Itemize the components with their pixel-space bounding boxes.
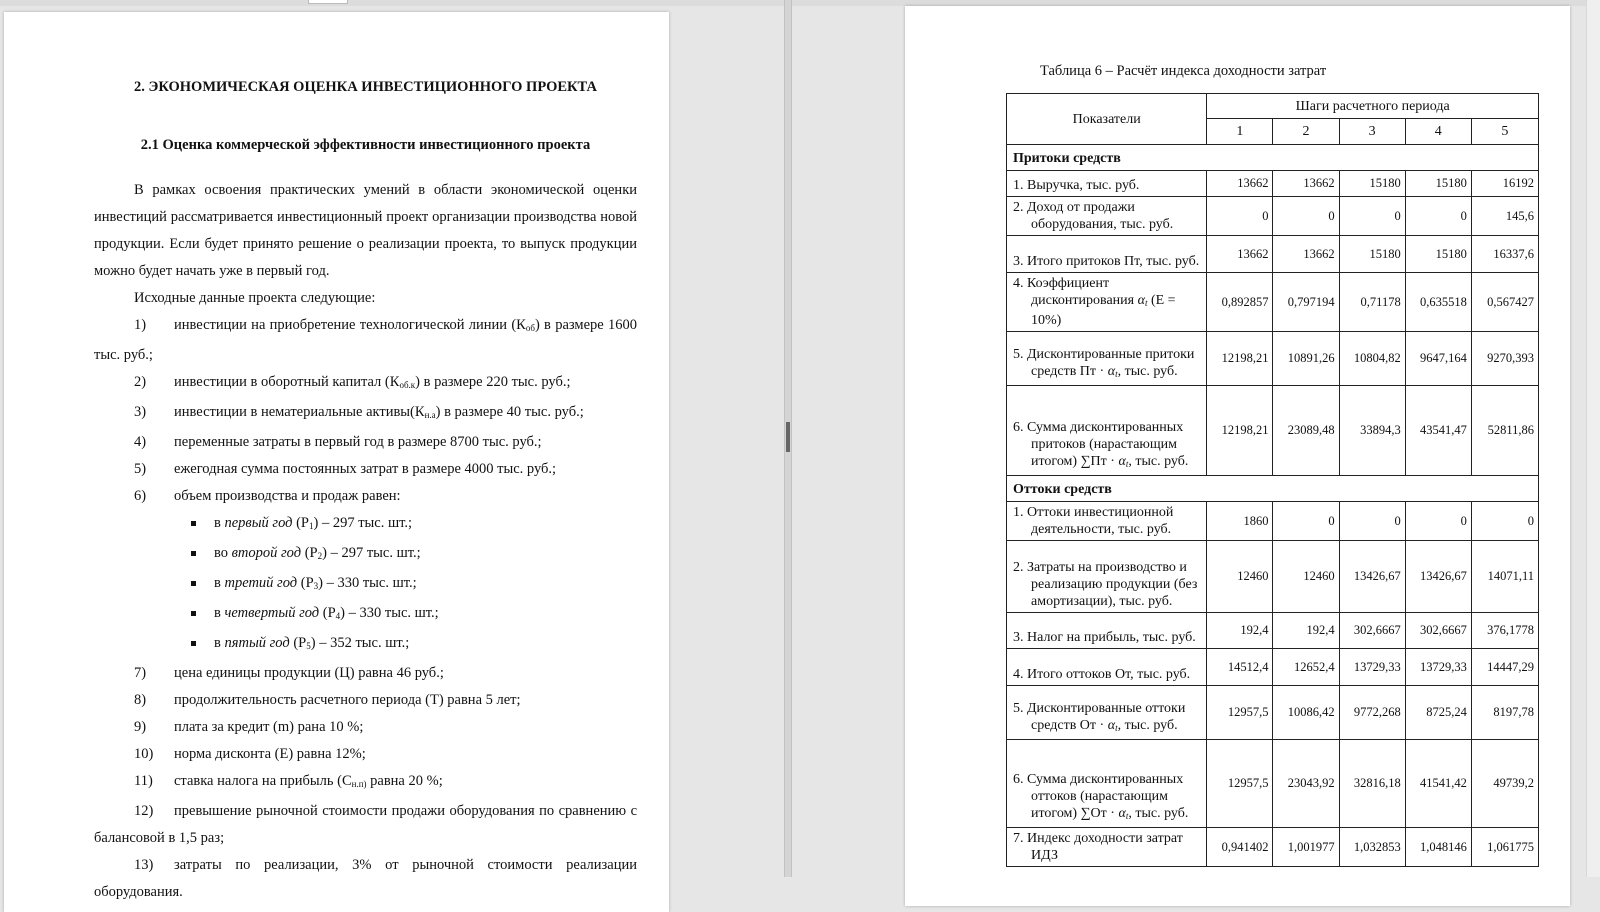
value-cell: 1860 (1207, 502, 1273, 541)
value-cell: 0,567427 (1471, 273, 1538, 332)
value-cell: 23043,92 (1273, 740, 1339, 828)
value-cell: 0 (1273, 502, 1339, 541)
value-cell: 0,941402 (1207, 828, 1273, 867)
value-cell: 9270,393 (1471, 332, 1538, 386)
bullet-item: в первый год $(Р_1) - 297$ тыс. шт.; (94, 510, 637, 540)
table-row (1007, 502, 1539, 541)
header-steps: Шаги расчетного периода (1207, 94, 1539, 119)
split-view-divider[interactable] (784, 0, 792, 877)
table-row (1007, 273, 1539, 332)
row-label: 2. Затраты на производство и реализацию продукции (без амортизации), тыс. руб. (1007, 541, 1207, 613)
value-cell: 12460 (1273, 541, 1339, 613)
row-label: 4. Коэффициент дисконтирования $\alpha_t$ (E = 10%) (1007, 273, 1207, 332)
profitability-index-table (1006, 93, 1539, 867)
table-row (1007, 332, 1539, 386)
value-cell: 12198,21 (1207, 332, 1273, 386)
value-cell: 13729,33 (1339, 649, 1405, 686)
list-item: 8) продолжительность расчетного периода (Т) равна 5 лет; (134, 692, 521, 708)
value-cell: 15180 (1405, 236, 1471, 273)
value-cell: 192,4 (1273, 613, 1339, 649)
list-item: 2) инвестиции в оборотный капитал $(К_{об.к})$ в размере 220 тыс. руб.; (134, 374, 571, 390)
section-heading: 2.1 Оценка коммерческой эффективности инвестиционного проекта (140, 137, 591, 153)
list-item: 11) ставка налога на прибыль ($С_{н.п)}$ равна 20 %; (134, 773, 443, 789)
value-cell: 10086,42 (1273, 686, 1339, 740)
list-item: 1) инвестиции на приобретение технологической линии $(К_{об})$ в размере 1600 тыс. руб.; (94, 317, 638, 363)
list-item: 9) плата за кредит (m) рана 10 %; (134, 719, 364, 735)
list-item: 4) переменные затраты в первый год в размере 8700 тыс. руб.; (134, 434, 542, 450)
chapter-heading: 2. ЭКОНОМИЧЕСКАЯ ОЦЕНКА ИНВЕСТИЦИОННОГО ПРОЕКТА (134, 79, 597, 95)
value-cell: 0,797194 (1273, 273, 1339, 332)
value-cell: 0 (1207, 197, 1273, 236)
value-cell: 12460 (1207, 541, 1273, 613)
value-cell: 12957,5 (1207, 686, 1273, 740)
value-cell: 1,061775 (1471, 828, 1538, 867)
value-cell: 8197,78 (1471, 686, 1538, 740)
outflow-rows (1007, 502, 1539, 867)
value-cell: 376,1778 (1471, 613, 1538, 649)
value-cell: 192,4 (1207, 613, 1273, 649)
row-label: 1. Оттоки инвестиционной деятельности, тыс. руб. (1007, 502, 1207, 541)
value-cell: 13426,67 (1339, 541, 1405, 613)
table-row (1007, 197, 1539, 236)
value-cell: 13426,67 (1405, 541, 1471, 613)
value-cell: 23089,48 (1273, 386, 1339, 476)
list-item: 5) ежегодная сумма постоянных затрат в размере 4000 тыс. руб.; (134, 461, 557, 477)
table-row (1007, 740, 1539, 828)
value-cell: 14512,4 (1207, 649, 1273, 686)
value-cell: 49739,2 (1471, 740, 1538, 828)
row-label: 7. Индекс доходности затрат ИДЗ (1007, 828, 1207, 867)
value-cell: 0 (1273, 197, 1339, 236)
value-cell: 0 (1405, 502, 1471, 541)
value-cell: 13662 (1207, 236, 1273, 273)
bullet-square-icon (191, 581, 196, 586)
table-row (1007, 649, 1539, 686)
value-cell: 1,001977 (1273, 828, 1339, 867)
header-indicators: Показатели (1007, 94, 1207, 145)
value-cell: 13662 (1273, 236, 1339, 273)
value-cell: 15180 (1339, 171, 1405, 197)
value-cell: 0,71178 (1339, 273, 1405, 332)
value-cell: 41541,42 (1405, 740, 1471, 828)
ruler-tab[interactable] (308, 0, 348, 4)
value-cell: 0 (1471, 502, 1538, 541)
value-cell: 10804,82 (1339, 332, 1405, 386)
value-cell: 15180 (1405, 171, 1471, 197)
vertical-scrollbar[interactable] (1586, 0, 1600, 877)
value-cell: 12652,4 (1273, 649, 1339, 686)
table-row (1007, 171, 1539, 197)
row-label: 6. Сумма дисконтированных оттоков (нарастающим итогом) $\sum От \cdot \alpha_t$, тыс. руб. (1007, 740, 1207, 828)
data-intro-paragraph: Исходные данные проекта следующие: (134, 290, 376, 306)
table-row (1007, 236, 1539, 273)
row-label: 3. Налог на прибыль, тыс. руб. (1007, 613, 1207, 649)
value-cell: 302,6667 (1405, 613, 1471, 649)
value-cell: 12198,21 (1207, 386, 1273, 476)
bullet-square-icon (191, 551, 196, 556)
value-cell: 32816,18 (1339, 740, 1405, 828)
step-header: 1 (1207, 119, 1273, 145)
value-cell: 0,635518 (1405, 273, 1471, 332)
step-header: 4 (1405, 119, 1471, 145)
table-row (1007, 386, 1539, 476)
value-cell: 14447,29 (1471, 649, 1538, 686)
bullet-item: в пятый год $(Р_5) - 352$ тыс. шт.; (94, 630, 637, 660)
row-label: 5. Дисконтированные оттоки средств От · $\alpha_t$, тыс. руб. (1007, 686, 1207, 740)
value-cell: 14071,11 (1471, 541, 1538, 613)
bullet-item: во второй год $(Р_2) - 297$ тыс. шт.; (94, 540, 637, 570)
value-cell: 145,6 (1471, 197, 1538, 236)
table-row (1007, 541, 1539, 613)
value-cell: 16337,6 (1471, 236, 1538, 273)
value-cell: 52811,86 (1471, 386, 1538, 476)
value-cell: 9772,268 (1339, 686, 1405, 740)
left-page-content (94, 64, 637, 906)
value-cell: 0,892857 (1207, 273, 1273, 332)
divider-grip-handle[interactable] (786, 422, 790, 452)
step-header: 3 (1339, 119, 1405, 145)
bullet-square-icon (191, 641, 196, 646)
intro-paragraph: В рамках освоения практических умений в области экономической оценки инвестиций рассматривается инвестиционный проект организации производства новой продукции. Если будет принято решение о реализации проекта, то выпуск продукции можно будет начать уже в первый год. (94, 182, 637, 279)
table-row (1007, 686, 1539, 740)
value-cell: 0 (1339, 197, 1405, 236)
value-cell: 43541,47 (1405, 386, 1471, 476)
value-cell: 1,048146 (1405, 828, 1471, 867)
value-cell: 13662 (1273, 171, 1339, 197)
step-header: 2 (1273, 119, 1339, 145)
row-label: 3. Итого притоков Пт, тыс. руб. (1007, 236, 1207, 273)
value-cell: 15180 (1339, 236, 1405, 273)
value-cell: 9647,164 (1405, 332, 1471, 386)
inflow-rows (1007, 171, 1539, 476)
row-label: 1. Выручка, тыс. руб. (1007, 171, 1207, 197)
section-inflows: Притоки средств (1007, 145, 1539, 171)
value-cell: 33894,3 (1339, 386, 1405, 476)
value-cell: 0 (1405, 197, 1471, 236)
value-cell: 302,6667 (1339, 613, 1405, 649)
bullet-item: в четвертый год $(Р_4) - 330$ тыс. шт.; (94, 600, 637, 630)
value-cell: 1,032853 (1339, 828, 1405, 867)
table-row (1007, 613, 1539, 649)
row-label: 6. Сумма дисконтированных притоков (нарастающим итогом) $\sum Пт \cdot \alpha_t$, тыс. руб. (1007, 386, 1207, 476)
value-cell: 16192 (1471, 171, 1538, 197)
row-label: 2. Доход от продажи оборудования, тыс. руб. (1007, 197, 1207, 236)
value-cell: 13729,33 (1405, 649, 1471, 686)
table-row (1007, 828, 1539, 867)
row-label: 4. Итого оттоков От, тыс. руб. (1007, 649, 1207, 686)
row-label: 5. Дисконтированные притоки средств Пт · $\alpha_t$, тыс. руб. (1007, 332, 1207, 386)
table-caption: Таблица 6 – Расчёт индекса доходности затрат (1040, 63, 1327, 79)
list-item: 6) объем производства и продаж равен: (134, 488, 401, 504)
bullet-square-icon (191, 611, 196, 616)
list-item: 10) норма дисконта (Е) равна 12%; (134, 746, 366, 762)
bullet-square-icon (191, 521, 196, 526)
value-cell: 13662 (1207, 171, 1273, 197)
list-item: 7) цена единицы продукции (Ц) равна 46 руб.; (134, 665, 444, 681)
list-item: 13) затраты по реализации, 3% от рыночной стоимости реализации оборудования. (94, 857, 637, 900)
bullet-item: в третий год $(Р_3) - 330$ тыс. шт.; (94, 570, 637, 600)
value-cell: 10891,26 (1273, 332, 1339, 386)
list-item: 3) инвестиции в нематериальные $активы(К_{н.а})$ в размере 40 тыс. руб.; (134, 404, 584, 420)
list-item: 12) превышение рыночной стоимости продажи оборудования по сравнению с балансовой в 1,5 раз; (94, 803, 637, 846)
value-cell: 8725,24 (1405, 686, 1471, 740)
step-header: 5 (1471, 119, 1538, 145)
value-cell: 12957,5 (1207, 740, 1273, 828)
section-outflows: Оттоки средств (1007, 476, 1539, 502)
value-cell: 0 (1339, 502, 1405, 541)
